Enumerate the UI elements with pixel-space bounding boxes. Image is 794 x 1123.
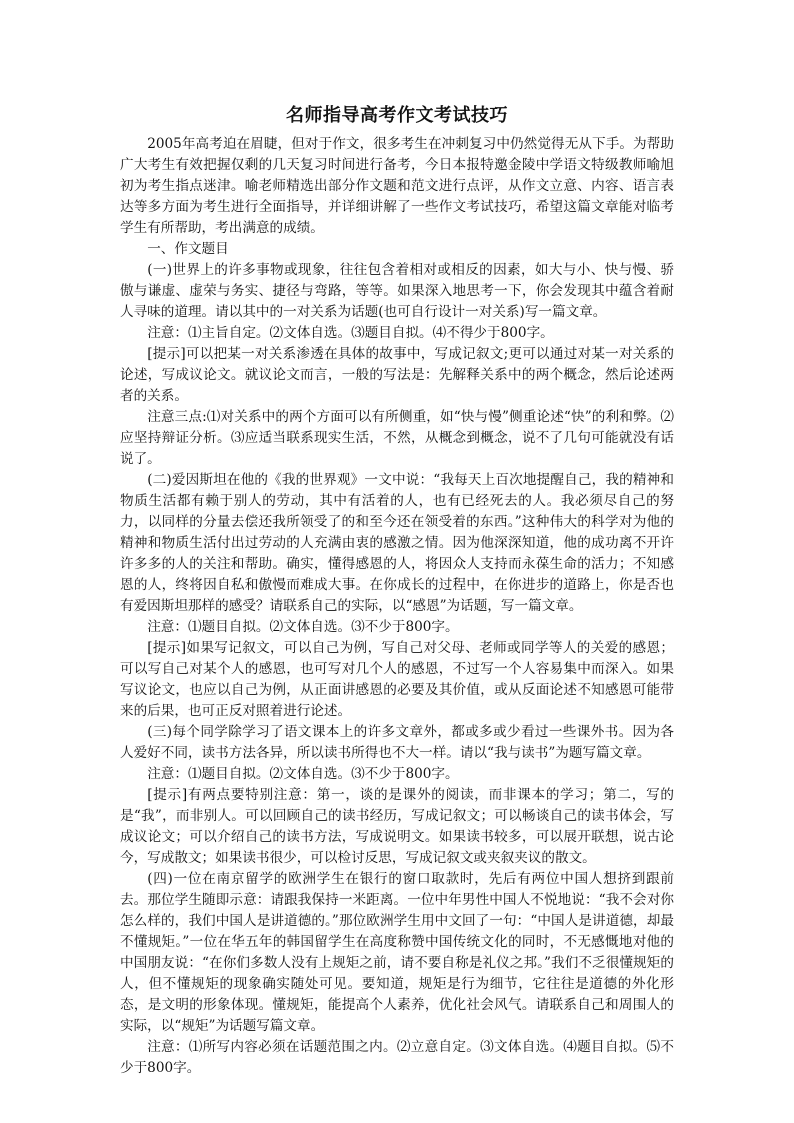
topic-one-hint: [提示]可以把某一对关系渗透在具体的故事中，写成记叙文;更可以通过对某一对关系的论述，写成议论文。就议论文而言，一般的写法是：先解释关系中的两个概念，然后论述两者的关系。 [120,346,674,404]
topic-three-hint: [提示]有两点要特别注意：第一，谈的是课外的阅读，而非课本的学习；第二，写的是“我”，而非别人。可以回顾自己的读书经历，写成记叙文；可以畅谈自己的读书体会，写成议论文；可以介绍自己的读书方法，写成说明文。如果读书较多，可以展开联想，说古论今，写成散文；如果读书很少，可以检讨反思，写成记叙文或夹叙夹议的散文。 [120,787,674,866]
topic-two-notes: 注意：⑴题目自拟。⑵文体自选。⑶不少于800字。 [147,619,459,635]
topic-four-paragraph: (四)一位在南京留学的欧洲学生在银行的窗口取款时，先后有两位中国人想挤到跟前去。那位学生随即示意：请跟我保持一米距离。一位中年男性中国人不悦地说：“我不会对你怎么样的，我们中国人是讲道德的。”那位欧洲学生用中文回了一句：“中国人是讲道德，却最不懂规矩。”一位在华五年的韩国留学生在高度称赞中国传统文化的同时，不无感慨地对他的中国朋友说：“在你们多数人没有上规矩之前，请不要自称是礼仪之邦。”我们不乏很懂规矩的人，但不懂规矩的现象确实随处可见。要知道，规矩是行为细节，它往往是道德的外化形态，是文明的形象体现。懂规矩，能提高个人素养，优化社会风气。请联系自己和周围人的实际，以“规矩”为话题写篇文章。 [120,871,674,1034]
page-title: 名师指导高考作文考试技巧 [286,105,508,126]
topic-one-notes: 注意：⑴主旨自定。⑵文体自选。⑶题目自拟。⑷不得少于800字。 [147,325,554,341]
topic-one-paragraph: (一)世界上的许多事物或现象，往往包含着相对或相反的因素，如大与小、快与慢、骄傲与谦虚、虚荣与务实、捷径与弯路，等等。如果深入地思考一下，你会发现其中蕴含着耐人寻味的道理。请以其中的一对关系为话题(也可自行设计一对关系)写一篇文章。 [120,262,674,320]
topic-two-paragraph: (二)爱因斯坦在他的《我的世界观》一文中说：“我每天上百次地提醒自己，我的精神和物质生活都有赖于别人的劳动，其中有活着的人，也有已经死去的人。我必须尽自己的努力，以同样的分量去偿还我所领受了的和至今还在领受着的东西。”这种伟大的科学对为他的精神和物质生活付出过劳动的人充满由衷的感激之情。因为他深深知道，他的成功离不开许许多多的人的关注和帮助。确实，懂得感恩的人，将因众人支持而永葆生命的活力；不知感恩的人，终将因自私和傲慢而难成大事。在你成长的过程中，在你进步的道路上，你是否也有爱因斯坦那样的感受？请联系自己的实际，以“感恩”为话题，写一篇文章。 [120,472,674,614]
document-body [120,104,674,1079]
topic-two-hint: [提示]如果写记叙文，可以自己为例，写自己对父母、老师或同学等人的关爱的感恩；可以写自己对某个人的感恩，也可写对几个人的感恩，不过写一个人容易集中而深入。如果写议论文，也应以自己为例，从正面讲感恩的必要及其价值，或从反面论述不知感恩可能带来的后果，也可正反对照着进行论述。 [120,640,674,719]
topic-three-paragraph: (三)每个同学除学习了语文课本上的许多文章外，都或多或少看过一些课外书。因为各人爱好不同，读书方法各异，所以读书所得也不大一样。请以“我与读书”为题写篇文章。 [120,724,674,761]
intro-paragraph: 2005年高考迫在眉睫，但对于作文，很多考生在冲刺复习中仍然觉得无从下手。为帮助广大考生有效把握仅剩的几天复习时间进行备考，今日本报特邀金陵中学语文特级教师喻旭初为考生指点迷津。喻老师精选出部分作文题和范文进行点评，从作文立意、内容、语言表达等多方面为考生进行全面指导，并详细讲解了一些作文考试技巧，希望这篇文章能对临考学生有所帮助，考出满意的成绩。 [120,136,674,236]
topic-four-notes: 注意：⑴所写内容必须在话题范围之内。⑵立意自定。⑶文体自选。⑷题目自拟。⑸不少于800字。 [120,1039,674,1076]
topic-one-three-points: 注意三点:⑴对关系中的两个方面可以有所侧重，如“快与慢”侧重论述“快”的利和弊。⑵应坚持辩证分析。⑶应适当联系现实生活，不然，从概念到概念，说不了几句可能就没有话说了。 [120,409,674,467]
section-heading: 一、作文题目 [147,241,229,257]
topic-three-notes: 注意：⑴题目自拟。⑵文体自选。⑶不少于800字。 [147,766,459,782]
